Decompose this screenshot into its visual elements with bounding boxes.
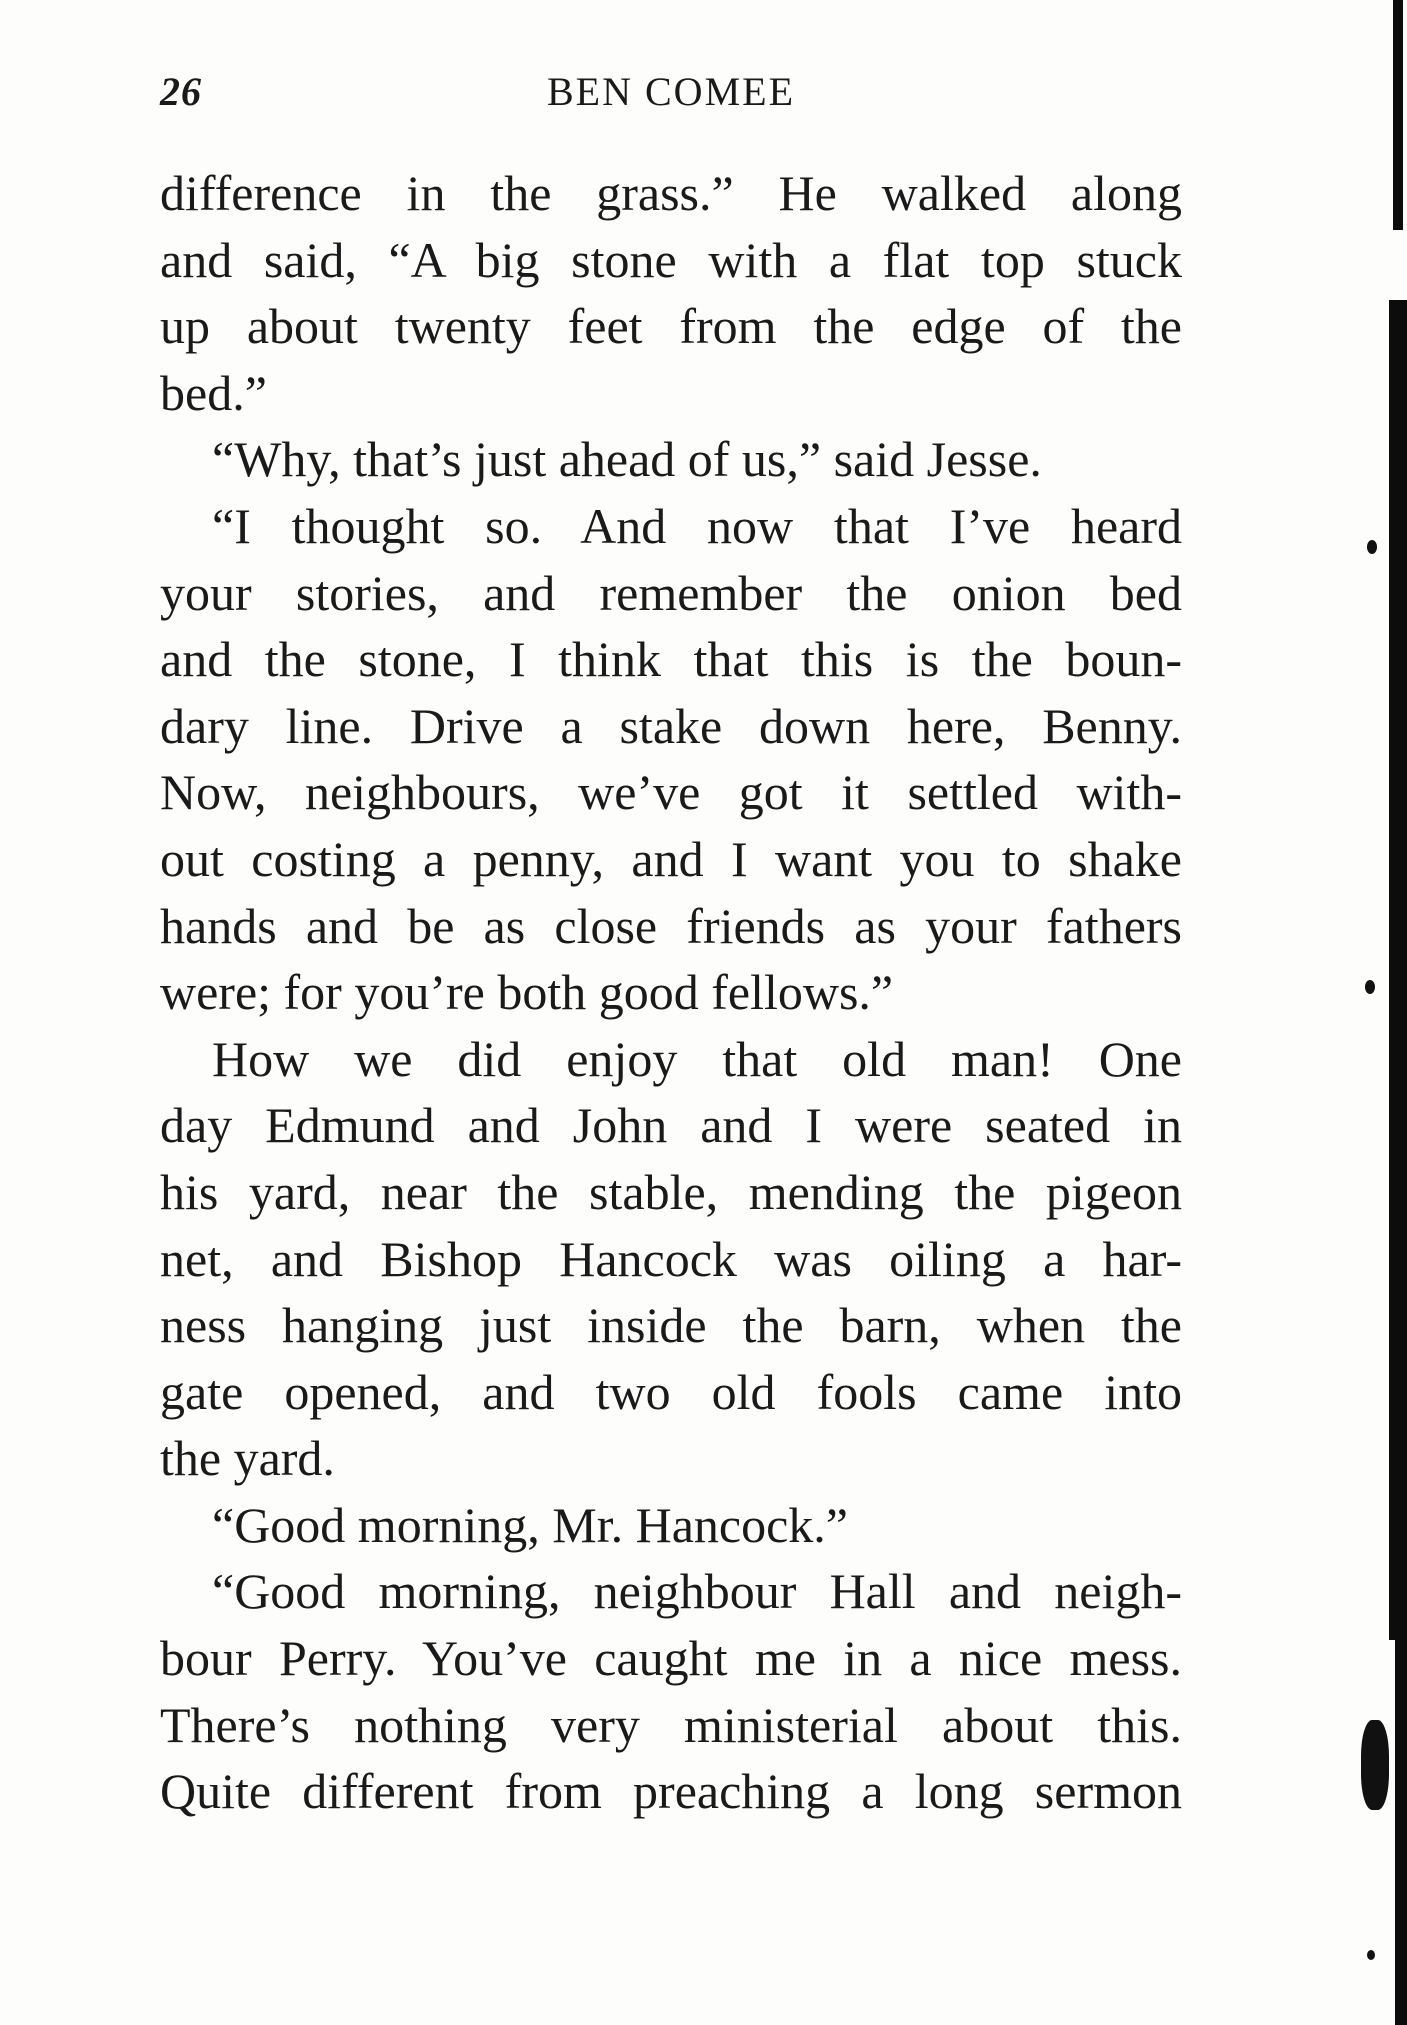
- text-line: gate opened, and two old fools came into: [160, 1363, 1182, 1420]
- text-line: and said, “A big stone with a flat top stuck: [160, 231, 1182, 288]
- text-line: “Good morning, neighbour Hall and neigh-: [212, 1563, 1182, 1620]
- page-number: 26: [160, 69, 202, 114]
- text-line: How we did enjoy that old man! One: [212, 1030, 1182, 1087]
- text-line: “Good morning, Mr. Hancock.”: [212, 1496, 848, 1553]
- text-line: dary line. Drive a stake down here, Benny.: [160, 697, 1182, 754]
- text-line: “I thought so. And now that I’ve heard: [212, 497, 1182, 554]
- text-line: ness hanging just inside the barn, when the: [160, 1297, 1182, 1354]
- text-line: bed.”: [160, 364, 267, 421]
- text-line: Now, neighbours, we’ve got it settled with-: [160, 764, 1182, 821]
- text-line: and the stone, I think that this is the boun-: [160, 631, 1182, 688]
- text-line: out costing a penny, and I want you to shake: [160, 830, 1182, 887]
- text-line: the yard.: [160, 1430, 335, 1487]
- text-line: difference in the grass.” He walked along: [160, 165, 1182, 221]
- text-line: “Why, that’s just ahead of us,” said Jesse.: [212, 431, 1042, 488]
- text-line: bour Perry. You’ve caught me in a nice mess.: [160, 1630, 1182, 1687]
- text-line: day Edmund and John and I were seated in: [160, 1097, 1182, 1154]
- binding-shadow: [1347, 0, 1407, 2025]
- text-line: Quite different from preaching a long sermon: [160, 1763, 1182, 1820]
- text-line: your stories, and remember the onion bed: [160, 564, 1182, 621]
- text-line: up about twenty feet from the edge of the: [160, 298, 1182, 355]
- text-line: net, and Bishop Hancock was oiling a har-: [160, 1230, 1182, 1287]
- running-title: BEN COMEE: [547, 69, 795, 114]
- text-line: There’s nothing very ministerial about this.: [160, 1696, 1182, 1753]
- text-line: his yard, near the stable, mending the pigeon: [160, 1163, 1182, 1220]
- text-line: hands and be as close friends as your fathers: [160, 897, 1182, 954]
- body-text: [160, 160, 1182, 1825]
- text-line: were; for you’re both good fellows.”: [160, 964, 894, 1021]
- running-head: [160, 68, 1182, 118]
